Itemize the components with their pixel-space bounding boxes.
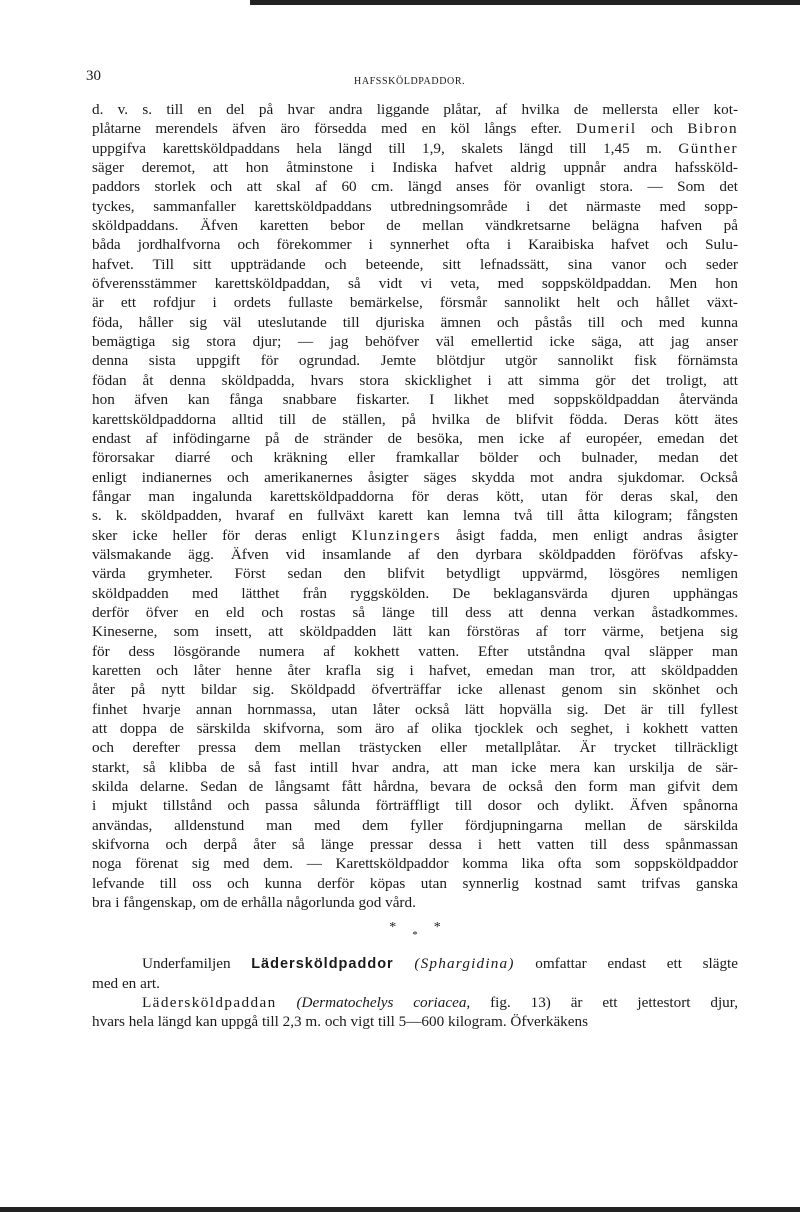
- text-line: [92, 874, 738, 893]
- text-run: enligt indianernes och amerikanernes åsigter säges skydda mot andra sjukdomar. Också: [92, 468, 738, 486]
- text-line: [92, 777, 738, 796]
- text-run: [277, 994, 297, 1011]
- text-run: värda grymheter. Först sedan den blifvit betydligt uppvärmd, lösgöres nemligen: [92, 565, 738, 583]
- text-line: [92, 584, 738, 603]
- text-line: [92, 177, 738, 196]
- text-run: bemägtiga sig stora djur; — jag behöfver väl emellertid icke säga, att jag anser: [92, 333, 738, 351]
- paragraph-karett: [92, 100, 738, 912]
- emphasized-term: (Dermatochelys coriacea,: [296, 994, 471, 1012]
- asterism-star: *: [433, 920, 441, 936]
- text-line: [92, 332, 738, 351]
- text-line: [92, 545, 738, 564]
- emphasized-term: Lädersköldpaddan: [142, 994, 277, 1012]
- emphasized-term: Günther: [678, 139, 738, 157]
- text-line: [92, 974, 738, 993]
- text-line: [92, 158, 738, 177]
- text-line: [92, 564, 738, 583]
- text-run: sköldpaddans. Äfven karetten bebor de mellan vändkretsarne belägna hafven på: [92, 217, 738, 235]
- text-run: båda jordhalfvorna och förekommer i synnerhet ofta i Karaibiska hafvet och Sulu-: [92, 236, 738, 254]
- text-line: [92, 293, 738, 312]
- text-run: fångar man ingalunda karettsköldpaddorna för deras kött, utan för deras skal, den: [92, 487, 738, 505]
- text-line: [92, 893, 738, 912]
- text-line: [92, 816, 738, 835]
- text-run: användas, alldenstund man med dem fyller fördjupningarna mellan de särskilda: [92, 816, 738, 834]
- emphasized-term: Lädersköldpaddor: [251, 956, 394, 973]
- text-run: och: [636, 120, 688, 138]
- text-line: [92, 700, 738, 719]
- text-line: [92, 603, 738, 622]
- text-run: för dess lösgörande numera af kokhett vatten. Efter utståndna qval släpper man: [92, 642, 738, 660]
- asterism-star: *: [389, 920, 397, 936]
- text-run: [394, 955, 415, 972]
- paragraph-laderskoldpaddan: [92, 993, 738, 1032]
- text-line: [92, 796, 738, 815]
- text-line: [92, 274, 738, 293]
- emphasized-term: Klunzingers: [351, 526, 442, 544]
- text-line: [92, 506, 738, 525]
- text-run: s. k. sköldpadden, hvaraf en fullväxt karett kan lemna två till åtta kilogram; fångsten: [92, 507, 738, 525]
- emphasized-term: Bibron: [687, 120, 739, 138]
- text-line: [92, 139, 738, 158]
- text-run: omfattar endast ett slägte: [514, 955, 738, 973]
- page-number: 30: [86, 68, 101, 84]
- text-run: hon äfven kan fånga snabbare fiskarter. I likhet med soppsköldpaddan återvända: [92, 391, 738, 409]
- running-head: HAFSSKÖLDPADDOR.: [354, 76, 466, 87]
- text-run: karettsköldpaddorna alltid till de ställen, på hvilka de blifvit födda. Deras kött ätes: [92, 410, 738, 428]
- text-run: med en art.: [92, 974, 160, 992]
- text-run: föda, håller sig väl uteslutande till djuriska ämnen och påstås till och med kunna: [92, 313, 738, 331]
- text-run: är ett rofdjur i ordets fullaste bemärkelse, försmår sannolikt helt och hållet växt-: [92, 294, 738, 312]
- text-run: karetten och låter henne åter krafla sig i hafvet, emedan man tror, att sköldpadden: [92, 661, 738, 679]
- scan-top-edge: [250, 0, 800, 5]
- text-run: tyckes, sammanfaller karettsköldpaddans utbredningsområde i det närmaste med sopp-: [92, 197, 738, 215]
- text-run: plåtarne merendels äfven äro försedda med en köl långs efter.: [92, 120, 577, 138]
- text-run: välsmakande ägg. Äfven vid insamlande af den dyrbara sköldpadden föröfvas afsky-: [92, 545, 738, 563]
- text-line: [92, 371, 738, 390]
- text-run: hvars hela längd kan uppgå till 2,3 m. och vigt till 5—600 kilogram. Öfverkäkens: [92, 1013, 589, 1031]
- text-line: [92, 661, 738, 680]
- text-run: uppgifva karettsköldpaddans hela längd till 1,9, skalets längd till 1,45 m.: [92, 139, 679, 157]
- scan-bottom-edge: [0, 1207, 800, 1212]
- text-line: [92, 410, 738, 429]
- text-line: [92, 719, 738, 738]
- text-run: åsigt fadda, men enligt andras åsigter: [441, 526, 738, 544]
- text-run: starkt, så klibba de så fast intill hvar andra, att man icke mera kan urskilja de sär-: [92, 758, 738, 776]
- text-line: [92, 429, 738, 448]
- text-run: sköldpadden med lätthet från ryggskölden. De beklagansvärda djuren upphängas: [92, 584, 738, 602]
- asterism-star: *: [412, 929, 418, 942]
- text-line: [92, 313, 738, 332]
- text-run: noga förenat sig med dem. — Karettsköldpaddor komma lika ofta som soppsköldpaddor: [92, 855, 738, 873]
- text-line: [92, 835, 738, 854]
- text-line: [92, 642, 738, 661]
- text-run: endast af infödingarne på de stränder de besöka, men icke af européer, emedan det: [92, 429, 738, 447]
- text-line: [92, 468, 738, 487]
- text-run: sker icke heller för deras enligt: [92, 526, 352, 544]
- text-run: derför öfver en eld och rostas så länge till dess att denna verkan åstadkommes.: [92, 603, 738, 621]
- text-line: [92, 216, 738, 235]
- text-run: skifvorna och derpå åter så länge pressar dessa i hett vatten till dess spånmassan: [92, 836, 738, 854]
- text-block: [92, 100, 738, 1032]
- text-run: åter på nytt bildar sig. Sköldpadd öfverträffar icke allenast genom sin skönhet och: [92, 681, 738, 699]
- text-run: födan åt denna sköldpadda, hvars stora skicklighet i att simma gör det troligt, att: [92, 371, 738, 389]
- text-line: [92, 526, 738, 545]
- text-run: förorsakar diarré och kräkning eller framkallar bölder och bulnader, medan det: [92, 449, 738, 467]
- text-run: skilda delarne. Sedan de långsamt fått hårdna, bevara de också den form man gifvit dem: [92, 778, 738, 796]
- text-run: paddors storlek och att skal af 60 cm. längd anses för ovanligt stora. — Som det: [92, 178, 738, 196]
- text-run: fig. 13) är ett jettestort djur,: [470, 994, 739, 1012]
- text-line: [92, 1012, 738, 1031]
- text-run: denna sista uppgift för ogrundad. Jemte blötdjur utgör sannolikt fisk förnämsta: [92, 352, 738, 370]
- text-line: [92, 351, 738, 370]
- text-line: [92, 390, 738, 409]
- text-run: bra i fångenskap, om de erhålla någorlunda god vård.: [92, 894, 416, 912]
- text-line: [92, 680, 738, 699]
- emphasized-term: (Sphargidina): [414, 955, 515, 973]
- text-run: i mjukt tillstånd och passa sålunda förträffligt till dosor och dylikt. Äfven spånorna: [92, 797, 738, 815]
- asterism-divider: [92, 912, 738, 944]
- text-line: [92, 448, 738, 467]
- text-run: öfverensstämmer karettsköldpaddan, så vidt vi veta, med soppsköldpaddan. Men hon: [92, 275, 738, 293]
- text-run: Underfamiljen: [142, 955, 252, 973]
- paragraph-subfamily: [92, 954, 738, 993]
- text-line: [92, 993, 738, 1012]
- text-line: [92, 255, 738, 274]
- text-line: [92, 622, 738, 641]
- text-line: [92, 738, 738, 757]
- text-line: [92, 758, 738, 777]
- text-line: [92, 100, 738, 119]
- text-line: [92, 854, 738, 873]
- text-run: säger deremot, att hon åtminstone i Indiska hafvet aldrig uppnår andra hafssköld-: [92, 159, 738, 177]
- text-run: att doppa de särskilda skifvorna, som äro af olika tjocklek och seghet, i kokhett vatten: [92, 720, 738, 737]
- text-line: [92, 487, 738, 506]
- text-run: finhet hvarje annan hornmassa, utan låter också lätt hopvälla sig. Det är till fyllest: [92, 700, 738, 718]
- text-line: [92, 235, 738, 254]
- text-run: hafvet. Till sitt uppträdande och beteende, sitt lefnadssätt, sina vanor och seder: [92, 255, 738, 273]
- text-run: d. v. s. till en del på hvar andra liggande plåtar, af hvilka de mellersta eller kot-: [92, 101, 738, 118]
- text-line: [92, 954, 738, 973]
- text-line: [92, 197, 738, 216]
- emphasized-term: Dumeril: [576, 120, 637, 138]
- text-run: och derefter pressa dem mellan trästycken eller metallplåtar. Är trycket tillräckligt: [92, 739, 738, 757]
- text-run: Kineserne, som insett, att sköldpadden lätt kan förstöras af torr värme, betjena sig: [92, 623, 738, 641]
- text-run: lefvande till oss och kunna derför köpas utan synnerlig kostnad samt trifvas ganska: [92, 874, 738, 892]
- text-line: [92, 119, 738, 138]
